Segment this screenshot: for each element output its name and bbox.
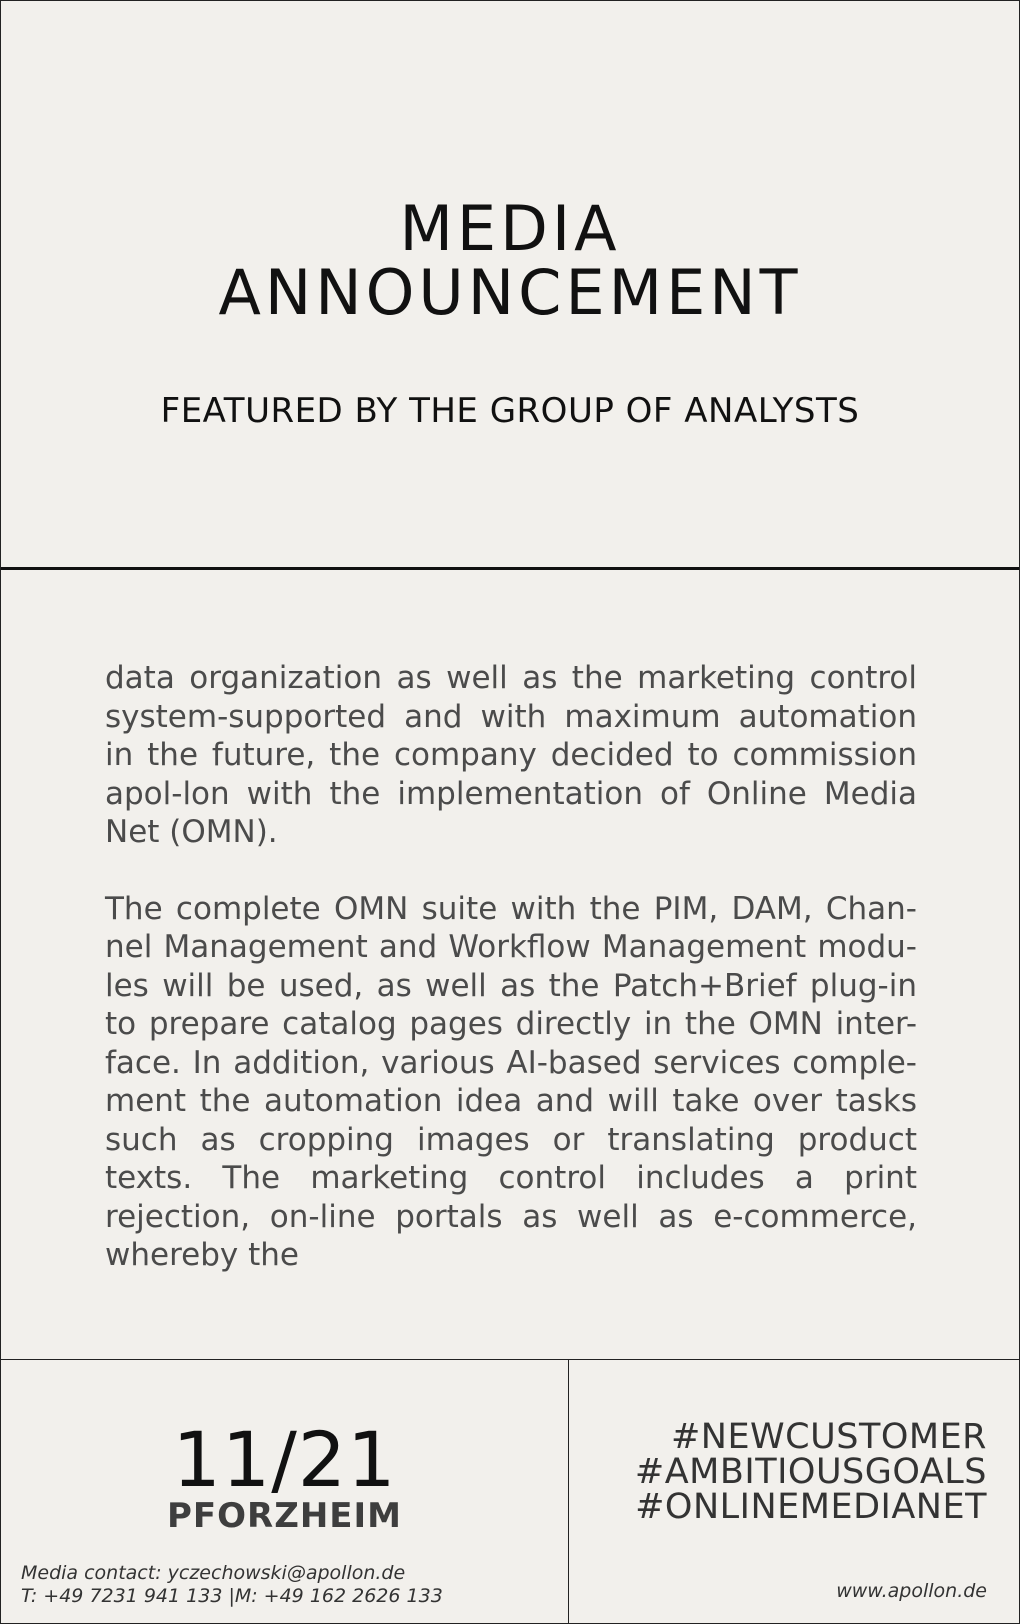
hashtag: #NEWCUSTOMER [670, 1417, 987, 1457]
header-divider [1, 567, 1019, 570]
body-paragraph-1: data organization as well as the marketing control system-supported and with maximum automation in the future, the company decided to commission apol-lon with the implementation of Online Media Net (OMN). [105, 660, 917, 850]
footer-right-panel [569, 1360, 1019, 1624]
hashtag-list [634, 1417, 987, 1527]
page-title [1, 192, 1019, 329]
body-paragraph-2: The complete OMN suite with the PIM, DAM, Chan-nel Management and Workflow Management modu-les will be used, as well as the Patch+Brief plug-in to prepare catalog pages directly in the OMN inter-face. In addition, various AI-based services comple-ment the automation idea and will take over tasks such as cropping images or translating product texts. The marketing control includes a print rejection, on-line portals as well as e-commerce, whereby the [105, 890, 917, 1273]
date: 11/21 [172, 1415, 397, 1504]
subtitle: FEATURED BY THE GROUP OF ANALYSTS [160, 391, 860, 431]
footer [1, 1359, 1019, 1624]
title-line-1: MEDIA [399, 192, 621, 265]
website-link[interactable]: www.apollon.de [836, 1580, 987, 1602]
contact-phone-line: T: +49 7231 941 133 |M: +49 162 2626 133 [21, 1585, 443, 1607]
media-contact [21, 1562, 443, 1608]
hashtag: #ONLINEMEDIANET [635, 1487, 987, 1527]
city: PFORZHEIM [166, 1496, 403, 1536]
contact-email-line: Media contact: yczechowski@apollon.de [21, 1562, 406, 1584]
header-section [1, 1, 1019, 567]
footer-left-panel [1, 1360, 569, 1624]
hashtag: #AMBITIOUSGOALS [634, 1452, 987, 1492]
title-line-2: ANNOUNCEMENT [218, 256, 802, 329]
body-text [105, 659, 917, 1313]
